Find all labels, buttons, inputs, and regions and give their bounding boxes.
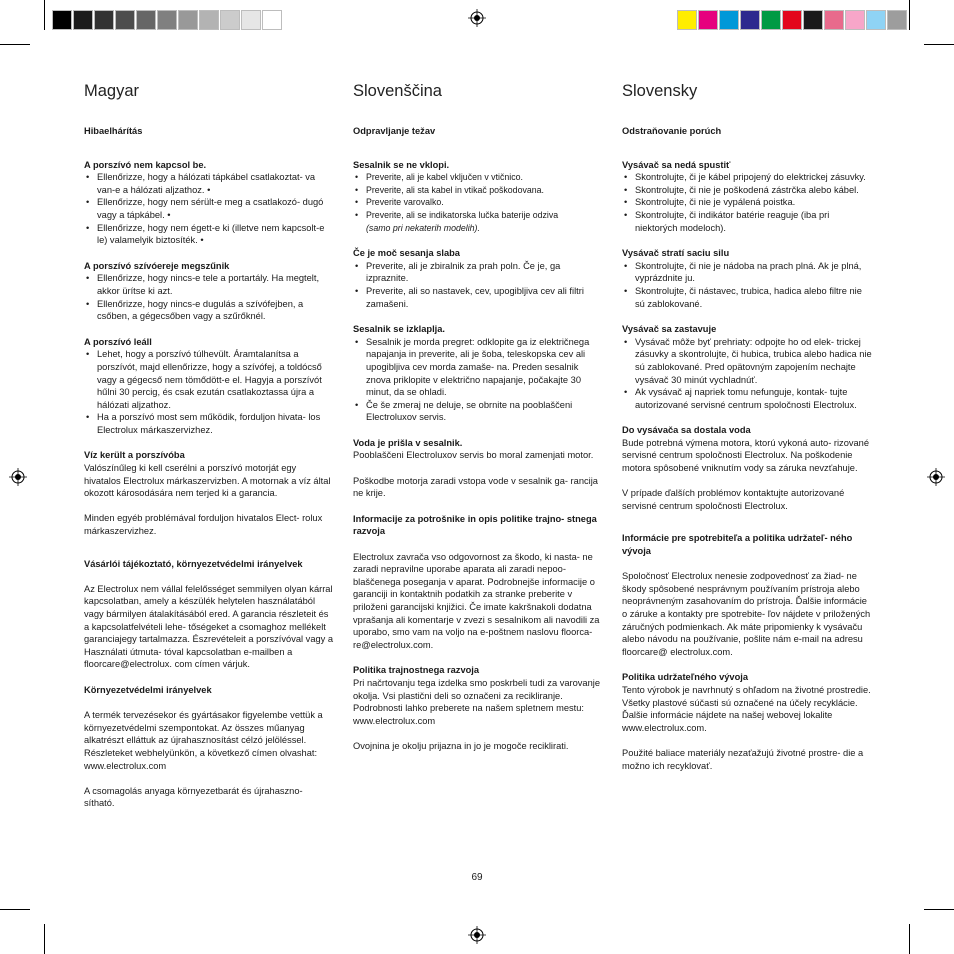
section-heading: Informácie pre spotrebiteľa a politika udržateľ- ného vývoja xyxy=(622,533,853,557)
color-swatch xyxy=(52,10,72,30)
registration-mark-icon xyxy=(927,468,945,486)
list-item: • Ellenőrizze, hogy nem sérült-e meg a csatlakozó- dugó vagy a tápkábel. • xyxy=(84,196,334,221)
color-swatch xyxy=(73,10,93,30)
section-heading: Odpravljanje težav xyxy=(353,126,436,136)
list-item: • Skontrolujte, či je kábel pripojený do elektrickej zásuvky. xyxy=(622,171,872,184)
model-note: (samo pri nekaterih modelih). xyxy=(366,222,480,233)
crop-mark xyxy=(924,909,954,910)
color-swatch xyxy=(677,10,697,30)
checklist xyxy=(84,171,334,247)
paragraph: Minden egyéb problémával forduljon hivatalos Elect- rolux márkaszervizhez. xyxy=(84,513,323,537)
registration-mark-icon xyxy=(468,926,486,944)
color-swatch xyxy=(262,10,282,30)
problem-title: Vysávač stratí saciu silu xyxy=(622,248,730,259)
list-item: • Ellenőrizze, hogy nem égett-e ki (illetve nem kapcsolt-e le) valamelyik biztosíték. • xyxy=(84,222,334,247)
color-swatch xyxy=(761,10,781,30)
column-magyar xyxy=(84,80,334,810)
section-heading: Környezetvédelmi irányelvek xyxy=(84,684,212,695)
column-slovenscina xyxy=(353,80,603,753)
registration-mark-icon xyxy=(468,9,486,27)
color-swatch xyxy=(803,10,823,30)
column-slovensky xyxy=(622,80,872,772)
language-title: Slovenščina xyxy=(353,82,442,100)
paragraph: Pooblaščeni Electroluxov servis bo moral zamenjati motor. xyxy=(353,450,594,461)
color-swatch xyxy=(845,10,865,30)
problem-title: Voda je prišla v sesalnik. xyxy=(353,437,463,448)
paragraph: Valószínűleg ki kell cserélni a porszívó motorját egy hivatalos Electrolux márkaszervizben. A motornak a víz által okozott károsodására nem terjed ki a garancia. xyxy=(84,463,331,499)
color-swatch xyxy=(178,10,198,30)
crop-mark xyxy=(909,924,910,954)
color-swatch xyxy=(782,10,802,30)
color-swatch xyxy=(241,10,261,30)
checklist xyxy=(622,260,872,310)
list-item: • Skontrolujte, či nie je poškodená zástrčka alebo kábel. xyxy=(622,184,872,197)
checklist xyxy=(622,336,872,412)
grayscale-color-bar xyxy=(52,10,283,30)
paragraph: Bude potrebná výmena motora, ktorú vykoná auto- rizované servisné centrum spoločnosti Electrolux. Na poškodenie motora spôsobené vniknutím vody sa záruka nevzťahuje. xyxy=(622,437,870,474)
page-number: 69 xyxy=(471,872,483,883)
problem-title: A porszívó nem kapcsol be. xyxy=(84,159,207,170)
list-item: • Ellenőrizze, hogy a hálózati tápkábel csatlakoztat- va van-e a hálózati aljzathoz. • xyxy=(84,171,334,196)
problem-title: Do vysávača sa dostala voda xyxy=(622,425,751,436)
checklist xyxy=(622,171,872,234)
paragraph: V prípade ďalších problémov kontaktujte autorizované servisné centrum spoločnosti Electrolux. xyxy=(622,488,845,511)
language-title: Slovensky xyxy=(622,82,698,100)
paragraph: Spoločnosť Electrolux nenesie zodpovednosť za žiad- ne škody spôsobené nesprávnym používaním prístroja alebo neoprávneným zasahovaním do prístroja. Ďalšie informácie o záruke a kontakty pre spotrebite- ľov nájdete v priložených záručných podmienkach. Ak máte pripomienky k vysávaču alebo návodu na používanie, pošlite nám e-mail na adresu floorcare@ electrolux.com. xyxy=(622,571,871,657)
problem-title: Vysávač sa nedá spustiť xyxy=(622,159,731,170)
section-heading: Hibaelhárítás xyxy=(84,126,143,136)
section-heading: Politika udržateľného vývoja xyxy=(622,672,749,683)
section-heading: Informacije za potrošnike in opis politike trajno- stnega razvoja xyxy=(353,513,597,537)
list-item: • Skontrolujte, či indikátor batérie reaguje (iba pri niektorých modeloch). xyxy=(622,209,872,234)
problem-title: A porszívó szívóereje megszűnik xyxy=(84,260,230,271)
registration-mark-icon xyxy=(9,468,27,486)
list-item: • Preverite, ali se indikatorska lučka baterije odziva (samo pri nekaterih modelih). xyxy=(353,209,603,234)
section-heading: Odstraňovanie porúch xyxy=(622,126,722,136)
checklist xyxy=(353,260,603,310)
paragraph: Electrolux zavrača vso odgovornost za škodo, ki nasta- ne zaradi nepravilne uporabe aparata ali zaradi nepoo- blaščenega poseganja v aparat. Podrobnejše informacije o garanciji in kontaktnih podatkih za stranke preberite v priloženi garancijski knjižici. Če imate kakršnakoli dodatna vprašanja ali komentarje v zvezi s sesalnikom ali navodili za uporabo, smo vam na voljo na e-poštnem naslovu floorca- re@electrolux.com. xyxy=(353,551,600,650)
list-item: • Ellenőrizze, hogy nincs-e tele a portartály. Ha megtelt, akkor ürítse ki azt. xyxy=(84,272,334,297)
list-item: • Sesalnik je morda pregret: odklopite ga iz električnega napajanja in preverite, ali je šoba, teleskopska cev ali upogibljiva cev morda zamaše- na. Preden sesalnik znova priklopite v električno napajanje, počakajte 30 minut, da se ohladi. xyxy=(353,336,603,399)
list-item: • Ak vysávač aj napriek tomu nefunguje, kontak- tujte autorizované servisné centrum spoločnosti Electrolux. xyxy=(622,386,872,411)
section-heading: Vásárlói tájékoztató, környezetvédelmi irányelvek xyxy=(84,558,303,569)
paragraph: Použité baliace materiály nezaťažujú životné prostre- die a možno ich recyklovať. xyxy=(622,747,864,771)
color-swatch xyxy=(220,10,240,30)
list-item: • Preverite, ali je zbiralnik za prah poln. Če je, ga izpraznite. xyxy=(353,260,603,285)
paragraph: Pri načrtovanju tega izdelka smo poskrbeli tudi za varovanje okolja. Vsi plastični deli so označeni za recikliranje. Podrobnosti lahko preberete na našem spletnem mestu: www.electrolux.com xyxy=(353,677,601,726)
crop-mark xyxy=(44,0,45,30)
color-swatch xyxy=(698,10,718,30)
color-swatch xyxy=(824,10,844,30)
paragraph: Az Electrolux nem vállal felelősséget semmilyen olyan kárral kapcsolatban, amely a készülék helytelen használatából vagy bármilyen átalakításából ered. A garancia részleteit és a kapcsolatfelvételi lehe- tőségeket a csomaghoz mellékelt garanciajegy tartalmazza. Észrevételeit a porszívóval vagy a Használati útmuta- tóval kapcsolatban e-mailben a floorcare@electrolux. com címen várjuk. xyxy=(84,583,334,670)
list-item: • Če še zmeraj ne deluje, se obrnite na pooblaščeni Electroluxov servis. xyxy=(353,399,603,424)
color-swatch xyxy=(157,10,177,30)
language-title: Magyar xyxy=(84,82,140,100)
list-item: • Lehet, hogy a porszívó túlhevült. Áramtalanítsa a porszívót, majd ellenőrizze, hogy a szívófej, a toldócső vagy a gégecső nem tömődött-e el. Hagyja a porszívót hűlni 30 percig, és csak ezután csatlakoztassa újra a hálózati aljzathoz. xyxy=(84,348,334,411)
problem-title: A porszívó leáll xyxy=(84,336,152,347)
color-swatch xyxy=(199,10,219,30)
crop-mark xyxy=(924,44,954,45)
paragraph: Ovojnina je okolju prijazna in jo je mogoče reciklirati. xyxy=(353,740,569,751)
list-item: • Skontrolujte, či nástavec, trubica, hadica alebo filtre nie sú zablokované. xyxy=(622,285,872,310)
problem-title: Vysávač sa zastavuje xyxy=(622,324,717,335)
crop-mark xyxy=(0,909,30,910)
color-swatch xyxy=(740,10,760,30)
list-item: • Preverite, ali je kabel vključen v vtičnico. xyxy=(353,171,603,184)
section-heading: Politika trajnostnega razvoja xyxy=(353,665,480,676)
paragraph: A csomagolás anyaga környezetbarát és újrahaszno- sítható. xyxy=(84,785,303,809)
checklist xyxy=(84,272,334,322)
crop-mark xyxy=(909,0,910,30)
color-swatch xyxy=(115,10,135,30)
checklist xyxy=(353,171,603,234)
problem-title: Sesalnik se ne vklopi. xyxy=(353,159,450,170)
problem-title: Če je moč sesanja slaba xyxy=(353,248,460,259)
cmyk-color-bar xyxy=(677,10,908,30)
problem-title: Sesalnik se izklaplja. xyxy=(353,324,445,335)
color-swatch xyxy=(887,10,907,30)
color-swatch xyxy=(866,10,886,30)
crop-mark xyxy=(0,44,30,45)
paragraph: Poškodbe motorja zaradi vstopa vode v sesalnik ga- rancija ne krije. xyxy=(353,475,598,499)
list-item: • Preverite varovalko. xyxy=(353,196,603,209)
list-item: • Preverite, ali so nastavek, cev, upogibljiva cev ali filtri zamašeni. xyxy=(353,285,603,310)
list-item: • Ellenőrizze, hogy nincs-e dugulás a szívófejben, a csőben, a gégecsőben vagy a szűrőknél. xyxy=(84,298,334,323)
paragraph: Tento výrobok je navrhnutý s ohľadom na životné prostredie. Všetky plastové súčasti sú označené na účely recyklácie. Ďalšie informácie nájdete na našej webovej lokalite www.electrolux.com. xyxy=(622,684,871,733)
crop-mark xyxy=(44,924,45,954)
problem-title: Víz került a porszívóba xyxy=(84,450,185,461)
color-swatch xyxy=(136,10,156,30)
checklist xyxy=(84,348,334,436)
color-swatch xyxy=(94,10,114,30)
checklist xyxy=(353,336,603,424)
color-swatch xyxy=(719,10,739,30)
list-item: • Skontrolujte, či nie je nádoba na prach plná. Ak je plná, vyprázdnite ju. xyxy=(622,260,872,285)
list-item: • Ha a porszívó most sem működik, forduljon hivata- los Electrolux márkaszervizhez. xyxy=(84,411,334,436)
paragraph: A termék tervezésekor és gyártásakor figyelembe vettük a környezetvédelmi szempontokat. Az összes műanyag alkatrészt elláttuk az újrahasznosítást célzó jelöléssel. Részleteket webhelyünkön, a következő címen olvashat: www.electrolux.com xyxy=(84,710,323,771)
list-item: • Vysávač môže byť prehriaty: odpojte ho od elek- trickej zásuvky a skontrolujte, či hubica, trubica alebo hadica nie sú zablokované. Pred opätovným zapojením nechajte vysávač 30 minút vychladnúť. xyxy=(622,336,872,386)
list-item: • Skontrolujte, či nie je vypálená poistka. xyxy=(622,196,872,209)
list-item: • Preverite, ali sta kabel in vtikač poškodovana. xyxy=(353,184,603,197)
